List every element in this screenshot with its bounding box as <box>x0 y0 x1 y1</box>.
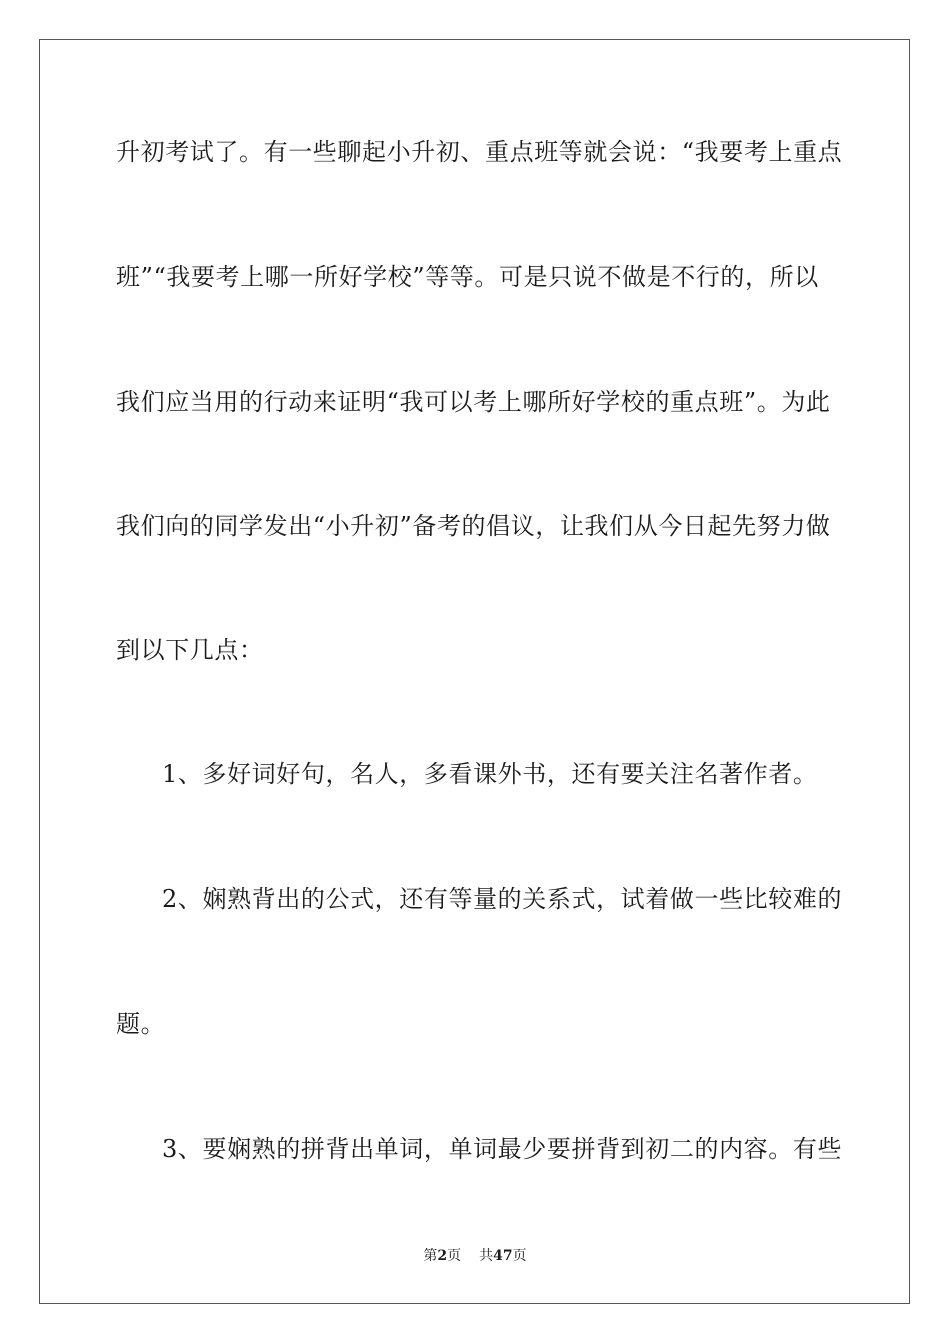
body-text-line: 升初考试了。有一些聊起小升初、重点班等就会说：“我要考上重点 <box>116 138 843 166</box>
list-item-1: 1、多好词好句，名人，多看课外书，还有要关注名著作者。 <box>162 760 818 788</box>
body-text-line: 我们向的同学发出“小升初”备考的倡议，让我们从今日起先努力做 <box>116 512 831 540</box>
page-border <box>39 39 910 1304</box>
total-suffix: 页 <box>512 1248 527 1264</box>
page-suffix: 页 <box>447 1248 462 1264</box>
list-item-3: 3、要娴熟的拼背出单词，单词最少要拼背到初二的内容。有些 <box>162 1135 843 1163</box>
body-text-line: 题。 <box>116 1010 166 1038</box>
body-text-line: 到以下几点： <box>116 636 264 664</box>
body-text-line: 我们应当用的行动来证明“我可以考上哪所好学校的重点班”。为此 <box>116 388 831 416</box>
list-item-2: 2、娴熟背出的公式，还有等量的关系式，试着做一些比较难的 <box>162 885 843 913</box>
page-prefix: 第 <box>423 1248 438 1264</box>
page-footer <box>0 1247 950 1265</box>
total-prefix: 共 <box>479 1248 494 1264</box>
page-number: 2 <box>437 1248 448 1264</box>
body-text-line: 班”“我要考上哪一所好学校”等等。可是只说不做是不行的，所以 <box>116 263 819 291</box>
total-pages: 47 <box>493 1248 513 1264</box>
